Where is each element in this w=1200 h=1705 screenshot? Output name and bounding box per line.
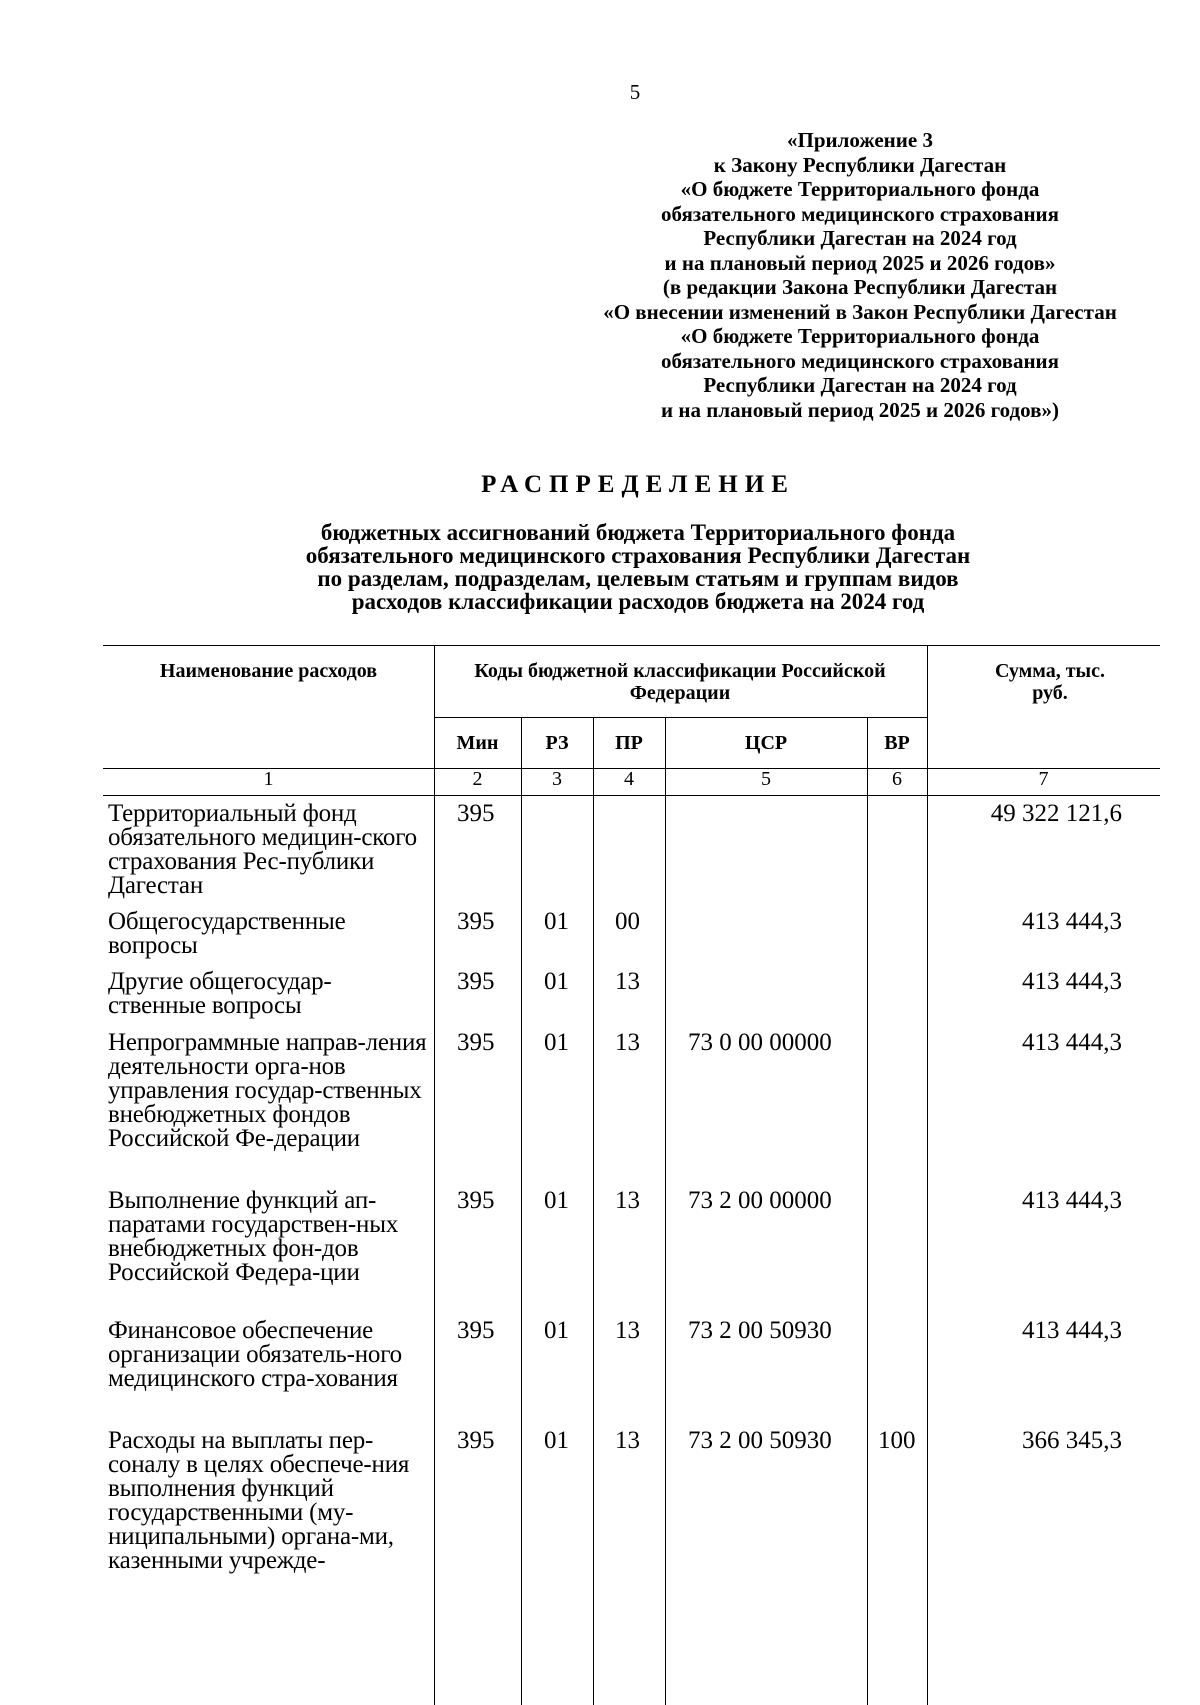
- annex-line: обязательного медицинского страхования: [660, 348, 1060, 373]
- row-name: Непрограммные направ-ления деятельности орга-нов управления государ-ственных внебюджетных фондов Российской Фе-дерации: [108, 1029, 427, 1152]
- subtitle-line: расходов классификации расходов бюджета на 2024 год: [351, 589, 925, 614]
- row-pr: 13: [615, 1427, 640, 1454]
- table-rule: [103, 795, 1160, 796]
- row-vr: 100: [878, 1427, 916, 1454]
- table-col-border: [593, 717, 594, 1705]
- column-number: 3: [552, 768, 562, 790]
- row-sum: 413 444,3: [1022, 1187, 1122, 1214]
- table-top-border: [103, 645, 1160, 646]
- table-col-border: [521, 717, 522, 1705]
- annex-line: к Закону Республики Дагестан: [713, 152, 1007, 177]
- column-number: 6: [892, 768, 902, 790]
- page-number: 5: [629, 80, 641, 104]
- row-min: 395: [457, 1317, 495, 1344]
- table-col-border: [665, 717, 666, 1705]
- row-pr: 13: [615, 1029, 640, 1056]
- table-col-border: [434, 645, 435, 1705]
- column-number: 1: [263, 768, 274, 790]
- row-name: Общегосударственные вопросы: [108, 908, 346, 959]
- row-min: 395: [457, 1427, 495, 1454]
- row-name: Другие общегосудар-ственные вопросы: [108, 968, 332, 1019]
- row-min: 395: [457, 908, 495, 935]
- row-min: 395: [457, 1187, 495, 1214]
- column-number: 2: [472, 768, 483, 790]
- row-rz: 01: [544, 968, 569, 995]
- annex-line: и на плановый период 2025 и 2026 годов»: [664, 250, 1056, 275]
- row-name: Финансовое обеспечение организации обязатель-ного медицинского стра-хования: [108, 1317, 402, 1392]
- annex-line: Республики Дагестан на 2024 год: [703, 226, 1017, 250]
- header-rz: РЗ: [545, 732, 569, 754]
- document-title: РАСПРЕДЕЛЕНИЕ: [481, 471, 795, 498]
- row-csr: 73 0 00 00000: [688, 1029, 832, 1056]
- row-sum: 49 322 121,6: [990, 800, 1122, 827]
- table-rule: [434, 717, 927, 718]
- row-rz: 01: [544, 908, 569, 935]
- header-sum: Сумма, тыс. руб.: [994, 660, 1106, 704]
- annex-line: Республики Дагестан на 2024 год: [703, 373, 1017, 397]
- row-min: 395: [457, 968, 495, 995]
- row-csr: 73 2 00 50930: [688, 1427, 832, 1454]
- annex-line: (в редакции Закона Республики Дагестан: [662, 275, 1058, 299]
- column-number: 4: [624, 768, 634, 790]
- annex-header: [540, 128, 1180, 422]
- header-name: Наименование расходов: [159, 660, 378, 682]
- row-sum: 413 444,3: [1022, 968, 1122, 995]
- table-col-border: [867, 717, 868, 1705]
- column-number: 7: [1038, 768, 1049, 790]
- annex-line: «О внесении изменений в Закон Республики Дагестан: [603, 299, 1117, 324]
- annex-line: «О бюджете Территориального фонда: [680, 324, 1040, 348]
- subtitle-line: обязательного медицинского страхования Республики Дагестан: [305, 543, 971, 568]
- header-min: Мин: [456, 732, 499, 754]
- row-sum: 413 444,3: [1022, 908, 1122, 935]
- subtitle-line: по разделам, подразделам, целевым статьям и группам видов: [317, 566, 959, 591]
- row-min: 395: [457, 1029, 495, 1056]
- row-pr: 00: [615, 908, 640, 935]
- row-csr: 73 2 00 00000: [688, 1187, 832, 1214]
- row-name: Выполнение функций ап-паратами государствен-ных внебюджетных фон-дов Российской Федера-ции: [108, 1187, 399, 1286]
- row-sum: 366 345,3: [1022, 1427, 1122, 1454]
- table-col-border: [927, 645, 928, 1705]
- row-name: Территориальный фонд обязательного медицин-ского страхования Рес-публики Дагестан: [108, 800, 417, 899]
- row-pr: 13: [615, 968, 640, 995]
- annex-line: «Приложение 3: [787, 128, 933, 152]
- row-name: Расходы на выплаты пер-соналу в целях обеспече-ния выполнения функций государственными (му-ниципальными) органа-ми, казенными учрежде-: [108, 1427, 410, 1574]
- header-csr: ЦСР: [744, 732, 788, 754]
- row-pr: 13: [615, 1187, 640, 1214]
- row-min: 395: [457, 800, 495, 827]
- header-vr: ВР: [884, 732, 910, 754]
- row-rz: 01: [544, 1317, 569, 1344]
- row-rz: 01: [544, 1029, 569, 1056]
- column-number: 5: [761, 768, 771, 790]
- row-rz: 01: [544, 1187, 569, 1214]
- subtitle-line: бюджетных ассигнований бюджета Территориального фонда: [320, 520, 956, 545]
- row-sum: 413 444,3: [1022, 1317, 1122, 1344]
- annex-line: и на плановый период 2025 и 2026 годов»): [661, 397, 1059, 422]
- header-codes: Коды бюджетной классификации Российской Федерации: [474, 660, 886, 704]
- row-pr: 13: [615, 1317, 640, 1344]
- row-rz: 01: [544, 1427, 569, 1454]
- row-sum: 413 444,3: [1022, 1029, 1122, 1056]
- document-subtitle: [0, 521, 1200, 613]
- row-csr: 73 2 00 50930: [688, 1317, 832, 1344]
- annex-line: «О бюджете Территориального фонда: [680, 177, 1040, 201]
- header-pr: ПР: [615, 732, 643, 754]
- annex-line: обязательного медицинского страхования: [660, 201, 1060, 226]
